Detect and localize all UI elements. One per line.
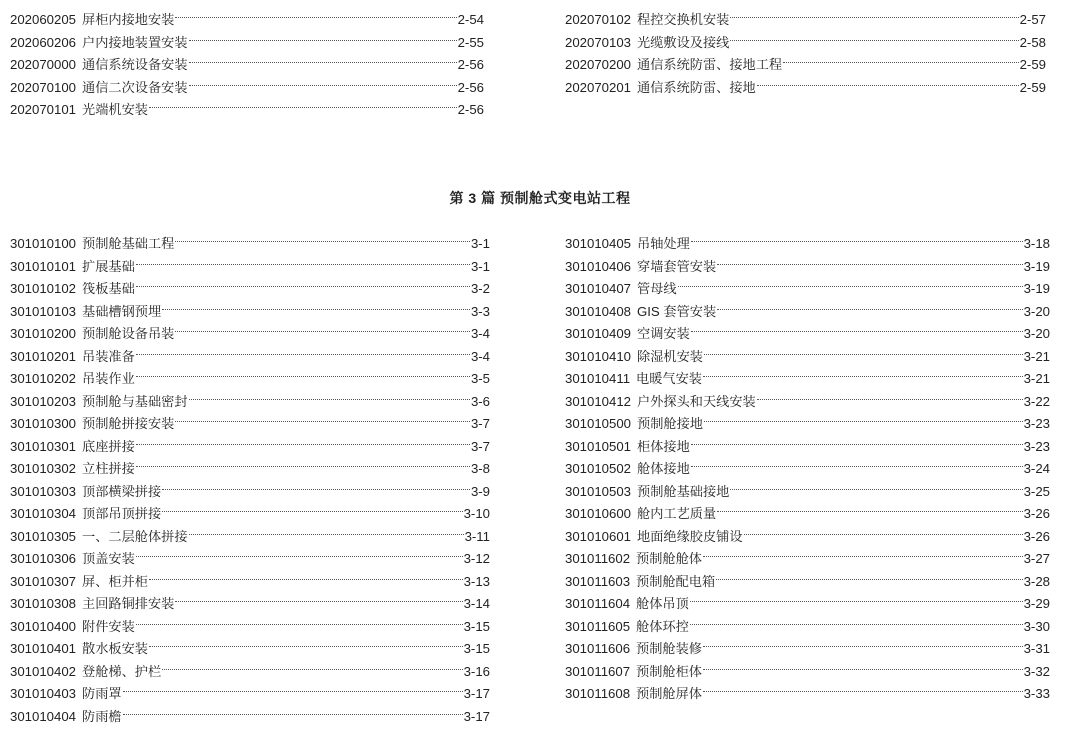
toc-entry-page: 2-57 <box>1019 12 1046 27</box>
dot-leader <box>175 420 470 422</box>
toc-entry-title: 管母线 <box>637 281 677 296</box>
toc-entry-title: 吊装准备 <box>82 348 135 364</box>
dot-leader <box>730 16 1018 18</box>
toc-entry-page: 2-58 <box>1019 34 1046 50</box>
dot-leader <box>175 240 470 242</box>
toc-entry-code: 301010600 <box>565 506 632 521</box>
toc-entry-code: 301011602 <box>565 551 631 566</box>
toc-entry-page: 2-56 <box>457 102 484 117</box>
toc-entry-title: 舱体环控 <box>636 618 689 634</box>
toc-entry-title: GIS 套管安装 <box>637 303 717 319</box>
toc-entry-page: 3-21 <box>1023 371 1050 386</box>
toc-entry <box>10 571 490 594</box>
toc-entry <box>10 458 490 481</box>
toc-entry-title: 通信系统设备安装 <box>82 57 188 72</box>
toc-entry-page: 3-5 <box>470 371 490 386</box>
toc-entry-page: 3-26 <box>1023 528 1050 544</box>
toc-entry-title: 防雨罩 <box>82 686 122 701</box>
toc-entry-code: 301010409 <box>565 326 632 341</box>
toc-entry <box>10 593 490 616</box>
toc-entry-code: 301010406 <box>565 258 632 274</box>
toc-entry <box>565 661 1050 684</box>
toc-entry-code: 301010100 <box>10 236 77 251</box>
toc-entry-page: 3-21 <box>1023 348 1050 364</box>
toc-entry-title: 穿墙套管安装 <box>637 258 717 274</box>
toc-entry <box>10 301 490 324</box>
toc-entry-code: 301011605 <box>565 618 631 634</box>
toc-entry-page: 3-3 <box>470 303 490 319</box>
dot-leader <box>744 533 1023 535</box>
dot-leader <box>175 330 470 332</box>
toc-entry-title: 底座拼接 <box>82 438 135 454</box>
dot-leader <box>162 308 470 310</box>
toc-entry <box>10 706 490 729</box>
toc-entry <box>565 9 1046 32</box>
toc-entry-code: 301011603 <box>565 573 631 589</box>
dot-leader <box>136 353 470 355</box>
toc-entry-code: 202070201 <box>565 79 632 95</box>
toc-entry-page: 2-54 <box>457 12 484 27</box>
dot-leader <box>189 39 457 41</box>
toc-entry-code: 301010400 <box>10 618 77 634</box>
toc-entry-code: 301010601 <box>565 528 632 544</box>
toc-entry-code: 301010503 <box>565 483 632 499</box>
toc-entry-page: 3-1 <box>470 236 490 251</box>
toc-entry-title: 登舱梯、护栏 <box>82 663 162 679</box>
toc-entry-title: 户外探头和天线安装 <box>637 393 756 409</box>
toc-entry <box>565 548 1050 571</box>
toc-entry-page: 3-29 <box>1023 596 1050 611</box>
toc-entry-title: 一、二层舱体拼接 <box>82 528 188 544</box>
dot-leader <box>703 645 1023 647</box>
toc-entry-title: 扩展基础 <box>82 258 135 274</box>
toc-entry-page: 2-59 <box>1019 57 1046 72</box>
toc-entry-title: 主回路铜排安装 <box>82 596 175 611</box>
dot-leader <box>123 713 463 715</box>
toc-entry-code: 301010203 <box>10 393 77 409</box>
toc-entry-page: 3-16 <box>463 663 490 679</box>
toc-entry-code: 202070200 <box>565 57 632 72</box>
dot-leader <box>704 353 1023 355</box>
dot-leader <box>175 600 462 602</box>
toc-entry <box>10 616 490 639</box>
toc-entry-page: 3-7 <box>470 438 490 454</box>
toc-entry-title: 预制舱基础接地 <box>637 483 730 499</box>
dot-leader <box>136 375 470 377</box>
toc-entry <box>10 99 484 122</box>
toc-entry-page: 3-27 <box>1023 551 1050 566</box>
dot-leader <box>704 420 1023 422</box>
toc-entry <box>565 301 1050 324</box>
toc-entry-title: 预制舱接地 <box>637 416 703 431</box>
toc-entry-page: 3-1 <box>470 258 490 274</box>
toc-entry-page: 3-15 <box>463 618 490 634</box>
dot-leader <box>690 600 1023 602</box>
toc-entry-page: 2-59 <box>1019 79 1046 95</box>
toc-entry <box>10 391 490 414</box>
toc-entry-title: 筏板基础 <box>82 281 135 296</box>
toc-entry-title: 预制舱设备吊装 <box>82 326 175 341</box>
toc-entry-title: 预制舱拼接安装 <box>82 416 175 431</box>
toc-entry <box>10 323 490 346</box>
toc-entry-page: 3-28 <box>1023 573 1050 589</box>
toc-entry <box>10 683 490 706</box>
toc-entry-title: 吊装作业 <box>82 371 135 386</box>
dot-leader <box>123 690 463 692</box>
toc-entry <box>10 526 490 549</box>
toc-entry-code: 202070101 <box>10 102 77 117</box>
toc-entry-code: 301010103 <box>10 303 77 319</box>
dot-leader <box>703 668 1023 670</box>
toc-entry-title: 预制舱基础工程 <box>82 236 175 251</box>
toc-entry <box>565 683 1050 706</box>
toc-entry-page: 3-19 <box>1023 281 1050 296</box>
toc-entry-title: 光缆敷设及接线 <box>637 34 730 50</box>
toc-entry <box>10 413 490 436</box>
toc-entry-code: 301010101 <box>10 258 77 274</box>
toc-entry <box>565 346 1050 369</box>
toc-entry-code: 301011606 <box>565 641 631 656</box>
toc-entry-title: 通信系统防雷、接地 <box>637 79 756 95</box>
toc-entry-title: 预制舱与基础密封 <box>82 393 188 409</box>
toc-entry-title: 预制舱屏体 <box>636 686 702 701</box>
toc-entry <box>565 233 1050 256</box>
dot-leader <box>716 578 1022 580</box>
dot-leader <box>717 308 1022 310</box>
toc-bottom-left-column <box>10 233 490 728</box>
toc-entry-title: 舱内工艺质量 <box>637 506 717 521</box>
toc-entry-page: 3-20 <box>1023 303 1050 319</box>
toc-entry-code: 301010404 <box>10 708 77 724</box>
toc-entry-code: 301010304 <box>10 506 77 521</box>
toc-entry-code: 301010305 <box>10 528 77 544</box>
toc-entry-page: 3-26 <box>1023 506 1050 521</box>
toc-entry-code: 301010408 <box>565 303 632 319</box>
dot-leader <box>757 84 1019 86</box>
toc-entry-code: 202060206 <box>10 34 77 50</box>
toc-entry <box>10 233 490 256</box>
toc-entry-title: 预制舱配电箱 <box>636 573 716 589</box>
toc-entry-title: 基础槽钢预埋 <box>82 303 162 319</box>
toc-entry-code: 301010300 <box>10 416 77 431</box>
toc-entry-code: 301010410 <box>565 348 632 364</box>
toc-entry-page: 3-13 <box>463 573 490 589</box>
toc-entry-page: 3-11 <box>464 528 490 544</box>
toc-entry-title: 顶盖安装 <box>82 551 135 566</box>
toc-entry-page: 3-22 <box>1023 393 1050 409</box>
dot-leader <box>703 375 1023 377</box>
toc-entry <box>10 278 490 301</box>
toc-entry-page: 3-23 <box>1023 438 1050 454</box>
toc-entry-code: 301011608 <box>565 686 631 701</box>
toc-entry-title: 除湿机安装 <box>637 348 703 364</box>
toc-entry <box>565 571 1050 594</box>
toc-entry-code: 301010302 <box>10 461 77 476</box>
dot-leader <box>189 61 457 63</box>
toc-entry-code: 301010306 <box>10 551 77 566</box>
dot-leader <box>162 668 462 670</box>
toc-entry-title: 空调安装 <box>637 326 690 341</box>
toc-entry-code: 301010402 <box>10 663 77 679</box>
toc-entry-page: 3-20 <box>1023 326 1050 341</box>
toc-entry <box>10 9 484 32</box>
dot-leader <box>783 61 1019 63</box>
toc-entry <box>565 413 1050 436</box>
toc-entry-title: 光端机安装 <box>82 102 148 117</box>
toc-entry <box>10 32 484 55</box>
dot-leader <box>136 263 470 265</box>
toc-entry-code: 301010412 <box>565 393 632 409</box>
toc-entry-code: 202070102 <box>565 12 632 27</box>
dot-leader <box>149 578 463 580</box>
toc-entry <box>10 548 490 571</box>
toc-entry-code: 301010407 <box>565 281 632 296</box>
toc-entry <box>565 593 1050 616</box>
toc-entry-page: 3-10 <box>463 506 490 521</box>
toc-entry <box>10 436 490 459</box>
toc-top-right-column <box>565 9 1046 99</box>
toc-entry <box>565 436 1050 459</box>
dot-leader <box>149 645 463 647</box>
toc-entry-code: 202070103 <box>565 34 632 50</box>
toc-entry-code: 301010411 <box>565 371 631 386</box>
toc-entry <box>10 503 490 526</box>
toc-entry-title: 柜体接地 <box>637 438 690 454</box>
dot-leader <box>691 465 1023 467</box>
toc-entry-page: 3-4 <box>470 326 490 341</box>
toc-entry-code: 301010200 <box>10 326 77 341</box>
dot-leader <box>717 510 1022 512</box>
toc-entry-code: 202070000 <box>10 57 77 72</box>
dot-leader <box>757 398 1023 400</box>
toc-entry-page: 3-4 <box>470 348 490 364</box>
dot-leader <box>691 443 1023 445</box>
dot-leader <box>189 84 457 86</box>
toc-entry-title: 散水板安装 <box>82 641 148 656</box>
toc-entry <box>565 278 1050 301</box>
toc-entry-title: 防雨檐 <box>82 708 122 724</box>
toc-entry-page: 3-33 <box>1023 686 1050 701</box>
toc-entry-code: 301010202 <box>10 371 77 386</box>
dot-leader <box>678 285 1023 287</box>
toc-entry-page: 3-18 <box>1023 236 1050 251</box>
toc-entry <box>10 661 490 684</box>
toc-entry-page: 3-9 <box>470 483 490 499</box>
dot-leader <box>703 555 1023 557</box>
dot-leader <box>717 263 1022 265</box>
toc-entry-code: 301010501 <box>565 438 632 454</box>
dot-leader <box>691 240 1023 242</box>
dot-leader <box>175 16 456 18</box>
toc-entry-page: 3-12 <box>463 551 490 566</box>
toc-entry <box>10 481 490 504</box>
toc-entry-title: 预制舱舱体 <box>636 551 702 566</box>
toc-entry <box>565 503 1050 526</box>
toc-entry <box>565 256 1050 279</box>
toc-entry-title: 舱体接地 <box>637 461 690 476</box>
dot-leader <box>136 285 470 287</box>
toc-entry-title: 预制舱柜体 <box>636 663 702 679</box>
toc-entry-page: 3-8 <box>470 461 490 476</box>
toc-entry-page: 3-14 <box>463 596 490 611</box>
toc-entry <box>10 368 490 391</box>
toc-entry-code: 301010301 <box>10 438 77 454</box>
dot-leader <box>136 555 463 557</box>
toc-entry-code: 301010102 <box>10 281 77 296</box>
toc-entry-title: 吊轴处理 <box>637 236 690 251</box>
toc-entry-page: 3-7 <box>470 416 490 431</box>
toc-entry-title: 舱体吊顶 <box>636 596 689 611</box>
toc-entry-title: 通信二次设备安装 <box>82 79 188 95</box>
toc-entry-title: 屏、柜并柜 <box>82 573 148 589</box>
toc-entry-code: 301010403 <box>10 686 77 701</box>
dot-leader <box>162 488 470 490</box>
dot-leader <box>149 106 457 108</box>
toc-entry-page: 3-19 <box>1023 258 1050 274</box>
toc-entry <box>10 77 484 100</box>
toc-entry-page: 2-55 <box>457 34 484 50</box>
toc-entry-title: 顶部吊顶拼接 <box>82 506 162 521</box>
toc-entry-title: 立柱拼接 <box>82 461 135 476</box>
dot-leader <box>189 533 464 535</box>
toc-entry-code: 301011607 <box>565 663 631 679</box>
toc-top-left-column <box>10 9 484 122</box>
dot-leader <box>703 690 1023 692</box>
toc-entry-code: 301010401 <box>10 641 77 656</box>
section-heading: 第 3 篇 预制舱式变电站工程 <box>449 190 631 206</box>
toc-entry-code: 202060205 <box>10 12 77 27</box>
dot-leader <box>730 39 1018 41</box>
toc-entry-page: 3-6 <box>470 393 490 409</box>
toc-entry-code: 301010405 <box>565 236 632 251</box>
toc-entry-title: 附件安装 <box>82 618 135 634</box>
toc-entry <box>10 346 490 369</box>
toc-entry-code: 301010502 <box>565 461 632 476</box>
dot-leader <box>136 443 470 445</box>
toc-entry-code: 301010303 <box>10 483 77 499</box>
toc-entry-code: 301010500 <box>565 416 632 431</box>
toc-entry-code: 301011604 <box>565 596 631 611</box>
toc-bottom-right-column <box>565 233 1050 706</box>
toc-entry-page: 3-23 <box>1023 416 1050 431</box>
toc-entry-page: 3-17 <box>463 686 490 701</box>
toc-entry-title: 户内接地装置安装 <box>82 34 188 50</box>
dot-leader <box>189 398 470 400</box>
toc-entry-code: 301010308 <box>10 596 77 611</box>
toc-entry <box>565 391 1050 414</box>
toc-entry-page: 2-56 <box>457 79 484 95</box>
toc-entry-code: 301010201 <box>10 348 77 364</box>
toc-entry-title: 电暖气安装 <box>636 371 702 386</box>
toc-entry <box>565 368 1050 391</box>
toc-entry <box>565 616 1050 639</box>
toc-entry <box>10 256 490 279</box>
toc-entry-page: 3-15 <box>463 641 490 656</box>
toc-entry-page: 3-25 <box>1023 483 1050 499</box>
toc-entry-title: 地面绝缘胶皮铺设 <box>637 528 743 544</box>
toc-entry <box>10 54 484 77</box>
toc-entry <box>565 54 1046 77</box>
dot-leader <box>162 510 462 512</box>
dot-leader <box>690 623 1023 625</box>
toc-entry <box>565 481 1050 504</box>
toc-entry-page: 3-32 <box>1023 663 1050 679</box>
toc-entry <box>565 526 1050 549</box>
toc-entry <box>565 77 1046 100</box>
toc-entry <box>565 638 1050 661</box>
toc-entry-page: 3-2 <box>470 281 490 296</box>
toc-entry <box>10 638 490 661</box>
toc-entry-page: 2-56 <box>457 57 484 72</box>
dot-leader <box>136 465 470 467</box>
toc-entry-title: 程控交换机安装 <box>637 12 730 27</box>
toc-entry-title: 通信系统防雷、接地工程 <box>637 57 783 72</box>
dot-leader <box>691 330 1023 332</box>
toc-entry <box>565 32 1046 55</box>
dot-leader <box>136 623 463 625</box>
toc-entry-page: 3-31 <box>1023 641 1050 656</box>
dot-leader <box>730 488 1022 490</box>
toc-entry-page: 3-30 <box>1023 618 1050 634</box>
toc-entry <box>565 323 1050 346</box>
toc-entry-code: 301010307 <box>10 573 77 589</box>
toc-entry-page: 3-24 <box>1023 461 1050 476</box>
toc-entry-title: 屏柜内接地安装 <box>82 12 175 27</box>
toc-entry-page: 3-17 <box>463 708 490 724</box>
toc-entry-title: 顶部横梁拼接 <box>82 483 162 499</box>
toc-entry-title: 预制舱装修 <box>636 641 702 656</box>
toc-entry <box>565 458 1050 481</box>
toc-entry-code: 202070100 <box>10 79 77 95</box>
